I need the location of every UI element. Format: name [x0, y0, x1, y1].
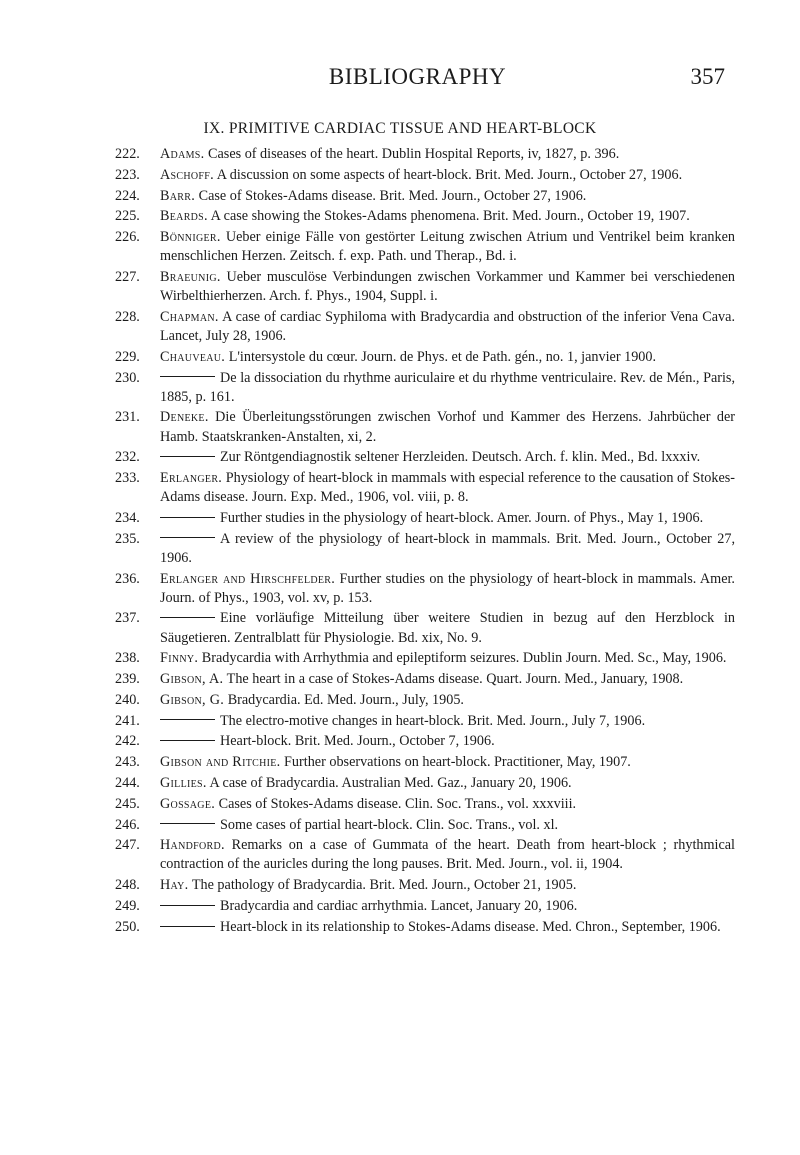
bibliography-entry [115, 732, 735, 751]
bibliography-entry [115, 876, 735, 895]
ditto-dash [160, 823, 215, 824]
entry-number: 226. [115, 229, 140, 246]
entry-text: A case of Bradycardia. Australian Med. Gaz., January 20, 1906. [209, 775, 572, 792]
entry-text: L'intersystole du cœur. Journ. de Phys. et de Path. gén., no. 1, janvier 1900. [228, 348, 657, 365]
bibliography-entry [115, 570, 735, 608]
entry-number: 243. [115, 754, 140, 771]
ditto-dash [160, 537, 215, 538]
entry-author: Aschoff. [160, 166, 214, 183]
entry-author: Erlanger and Hirschfelder. [160, 570, 336, 587]
entry-text: The electro-motive changes in heart-block. Brit. Med. Journ., July 7, 1906. [220, 712, 646, 729]
entry-number: 233. [115, 470, 140, 487]
entry-number: 232. [115, 449, 140, 466]
bibliography-entry [115, 816, 735, 835]
entry-text: The pathology of Bradycardia. Brit. Med. Journ., October 21, 1905. [191, 877, 577, 894]
entry-number: 242. [115, 733, 140, 750]
bibliography-entry [115, 145, 735, 164]
entry-text: Remarks on a case of Gummata of the heart. Death from heart-block ; rhythmical contraction of the auricles during the long pauses. Brit. Med. Journ., vol. ii, 1904. [160, 837, 736, 873]
entry-text: Physiology of heart-block in mammals with especial reference to the causation of Stokes-Adams disease. Journ. Exp. Med., 1906, vol. viii, p. 8. [160, 470, 736, 506]
bibliography-entry [115, 649, 735, 668]
entry-text: De la dissociation du rhythme auriculaire et du rhythme ventriculaire. Rev. de Mén., Paris, 1885, p. 161. [160, 369, 735, 405]
bibliography-entry [115, 509, 735, 528]
entry-number: 224. [115, 187, 140, 204]
entry-text: Cases of Stokes-Adams disease. Clin. Soc. Trans., vol. xxxviii. [218, 795, 577, 812]
entry-author: Gillies. [160, 775, 207, 792]
entry-number: 239. [115, 671, 140, 688]
entry-number: 249. [115, 898, 140, 915]
ditto-dash [160, 517, 215, 518]
entry-author: Chauveau. [160, 348, 226, 365]
entry-author: Gibson, A. [160, 671, 224, 688]
bibliography-entry [115, 348, 735, 367]
bibliography-entry [115, 530, 735, 568]
entry-text: Heart-block in its relationship to Stokes-Adams disease. Med. Chron., September, 1906. [220, 918, 721, 935]
entry-author: Erlanger. [160, 470, 223, 487]
entry-author: Gibson, G. [160, 691, 225, 708]
entry-number: 246. [115, 816, 140, 833]
entry-number: 227. [115, 269, 140, 285]
bibliography-list [115, 145, 735, 939]
entry-number: 225. [115, 208, 140, 225]
entry-author: Hay. [160, 877, 189, 894]
bibliography-entry [115, 691, 735, 710]
entry-number: 250. [115, 918, 140, 935]
entry-number: 245. [115, 795, 140, 812]
bibliography-entry [115, 469, 735, 507]
entry-number: 238. [115, 650, 140, 667]
bibliography-entry [115, 448, 735, 467]
bibliography-entry [115, 166, 735, 185]
entry-number: 229. [115, 348, 140, 365]
entry-author: Chapman. [160, 308, 219, 325]
entry-text: Bradycardia and cardiac arrhythmia. Lancet, January 20, 1906. [220, 898, 578, 915]
page-number: 357 [690, 64, 725, 89]
entry-author: Bönniger. [160, 229, 221, 246]
bibliography-entry [115, 369, 735, 407]
entry-number: 235. [115, 530, 140, 547]
entry-text: Some cases of partial heart-block. Clin. Soc. Trans., vol. xl. [220, 816, 559, 833]
entry-author: Braeunig. [160, 269, 221, 285]
entry-number: 236. [115, 570, 140, 587]
entry-text: Zur Röntgendiagnostik seltener Herzleiden. Deutsch. Arch. f. klin. Med., Bd. lxxxiv. [220, 449, 701, 466]
entry-number: 248. [115, 877, 140, 894]
entry-author: Gibson and Ritchie. [160, 754, 281, 771]
bibliography-entry [115, 609, 735, 647]
entry-number: 230. [115, 369, 140, 386]
bibliography-entry [115, 408, 735, 446]
entry-text: Cases of diseases of the heart. Dublin Hospital Reports, iv, 1827, p. 396. [208, 146, 620, 162]
entry-number: 244. [115, 775, 140, 792]
entry-author: Finny. [160, 650, 199, 667]
entry-number: 222. [115, 146, 140, 162]
entry-number: 241. [115, 712, 140, 729]
ditto-dash [160, 740, 215, 741]
entry-number: 231. [115, 409, 140, 426]
bibliography-entry [115, 795, 735, 814]
ditto-dash [160, 617, 215, 618]
entry-text: Case of Stokes-Adams disease. Brit. Med. Journ., October 27, 1906. [198, 187, 587, 204]
entry-text: Die Überleitungsstörungen zwischen Vorhof und Kammer des Herzens. Jahrbücher der Hamb. Staatskranken-Anstalten, xi, 2. [160, 409, 736, 445]
bibliography-entry [115, 308, 735, 346]
ditto-dash [160, 456, 215, 457]
entry-author: Adams. [160, 146, 205, 162]
entry-author: Barr. [160, 187, 196, 204]
entry-text: Bradycardia. Ed. Med. Journ., July, 1905. [227, 691, 464, 708]
bibliography-entry [115, 228, 735, 266]
bibliography-entry [115, 187, 735, 206]
entry-text: Further studies in the physiology of heart-block. Amer. Journ. of Phys., May 1, 1906. [220, 509, 704, 526]
ditto-dash [160, 719, 215, 720]
bibliography-entry [115, 774, 735, 793]
bibliography-entry [115, 897, 735, 916]
entry-text: Further studies on the physiology of heart-block in mammals. Amer. Journ. of Phys., 1903, vol. xv, p. 153. [160, 570, 735, 606]
entry-number: 240. [115, 691, 140, 708]
entry-text: Ueber einige Fälle von gestörter Leitung zwischen Atrium und Ventrikel beim kranken menschlichen Herzen. Zeitsch. f. exp. Path. und Therap., Bd. i. [160, 229, 735, 265]
ditto-dash [160, 905, 215, 906]
entry-author: Deneke. [160, 409, 209, 426]
bibliography-entry [115, 918, 735, 937]
ditto-dash [160, 376, 215, 377]
entry-text: A case of cardiac Syphiloma with Bradycardia and obstruction of the inferior Vena Cava. Lancet, July 28, 1906. [160, 308, 735, 344]
entry-text: Bradycardia with Arrhythmia and epileptiform seizures. Dublin Journ. Med. Sc., May, 1906. [201, 650, 727, 667]
entry-text: A review of the physiology of heart-block in mammals. Brit. Med. Journ., October 27, 1906. [160, 530, 735, 566]
entry-text: Further observations on heart-block. Practitioner, May, 1907. [284, 754, 631, 771]
bibliography-entry [115, 207, 735, 226]
entry-number: 247. [115, 837, 140, 854]
entry-number: 223. [115, 166, 140, 183]
entry-author: Beards. [160, 208, 208, 225]
entry-author: Handford. [160, 837, 225, 854]
entry-text: The heart in a case of Stokes-Adams disease. Quart. Journ. Med., January, 1908. [226, 671, 684, 688]
entry-text: Eine vorläufige Mitteilung über weitere Studien in bezug auf den Herzblock in Säugetieren. Zentralblatt für Physiologie. Bd. xix, No. 9. [160, 610, 735, 646]
entry-text: A discussion on some aspects of heart-block. Brit. Med. Journ., October 27, 1906. [216, 166, 683, 183]
entry-number: 234. [115, 509, 140, 526]
entry-number: 237. [115, 610, 140, 627]
bibliography-entry [115, 836, 735, 874]
bibliography-entry [115, 753, 735, 772]
bibliography-entry [115, 670, 735, 689]
running-title: BIBLIOGRAPHY [328, 64, 507, 89]
entry-author: Gossage. [160, 795, 216, 812]
section-heading: IX. PRIMITIVE CARDIAC TISSUE AND HEART-BLOCK [203, 120, 597, 137]
entry-number: 228. [115, 308, 140, 325]
bibliography-entry [115, 712, 735, 731]
ditto-dash [160, 926, 215, 927]
entry-text: A case showing the Stokes-Adams phenomena. Brit. Med. Journ., October 19, 1907. [210, 208, 690, 225]
entry-text: Ueber musculöse Verbindungen zwischen Vorkammer und Kammer bei verschiedenen Wirbelthierherzen. Arch. f. Phys., 1904, Suppl. i. [160, 269, 735, 305]
entry-text: Heart-block. Brit. Med. Journ., October 7, 1906. [220, 733, 495, 750]
running-head [110, 64, 725, 96]
bibliography-entry [115, 268, 735, 306]
